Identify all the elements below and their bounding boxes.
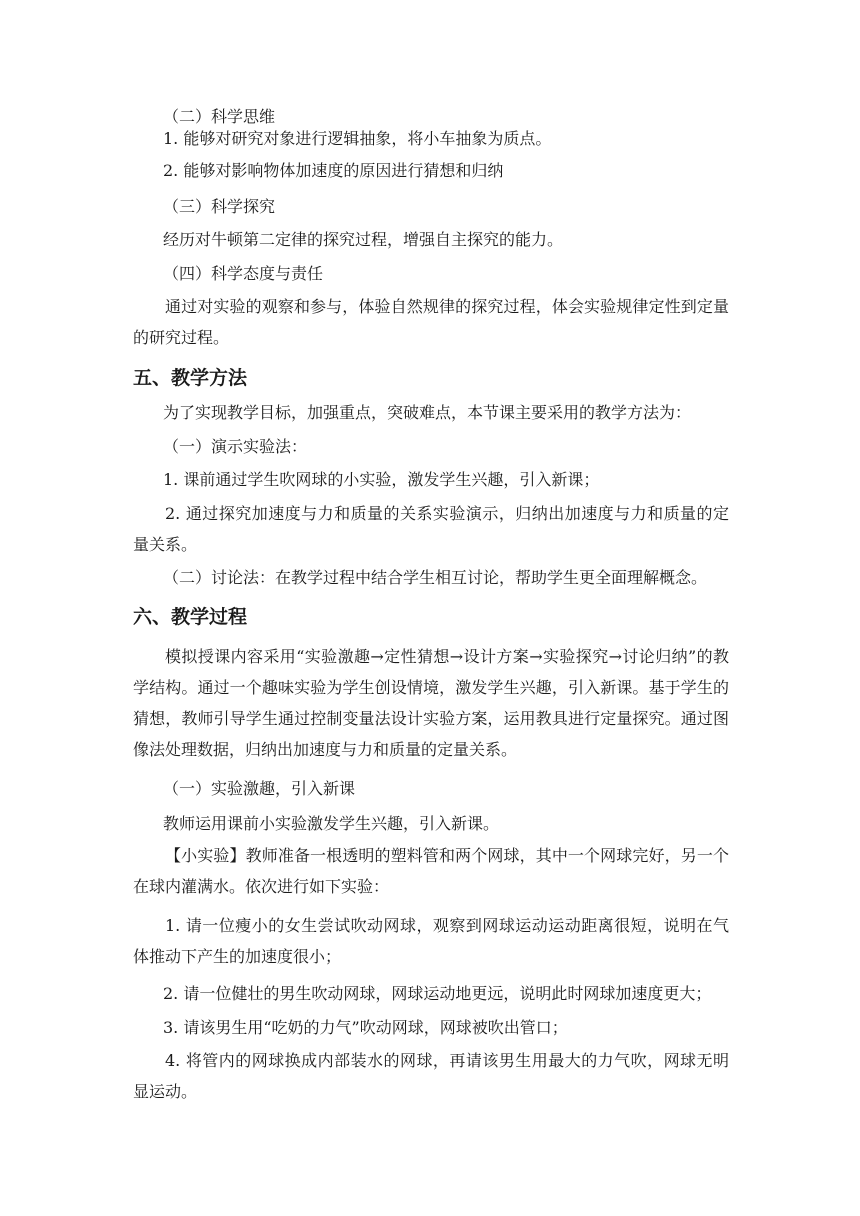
experiment-step-1: 1. 请一位瘦小的女生尝试吹动网球，观察到网球运动运动距离很短，说明在气体推动下产生的加速度很小；: [133, 916, 729, 966]
science-thinking-item-1: 1. 能够对研究对象进行逻辑抽象，将小车抽象为质点。: [163, 129, 552, 148]
experiment-paragraph: 【小实验】教师准备一根透明的塑料管和两个网球，其中一个网球完好，另一个在球内灌满水。依次进行如下实验：: [133, 846, 729, 896]
experiment-step-2: 2. 请一位健壮的男生吹动网球，网球运动地更远，说明此时网球加速度更大；: [163, 984, 712, 1003]
section-title-attitude: （四）科学态度与责任: [163, 264, 324, 283]
process-intro-paragraph: 模拟授课内容采用“实验激趣→定性猜想→设计方案→实验探究→讨论归纳”的教学结构。通过一个趣味实验为学生创设情境，激发学生兴趣，引入新课。基于学生的猜想，教师引导学生通过控制变量法设计实验方案，运用教具进行定量探究。通过图像法处理数据，归纳出加速度与力和质量的定量关系。: [133, 647, 729, 759]
science-thinking-item-2: 2. 能够对影响物体加速度的原因进行猜想和归纳: [163, 161, 504, 180]
heading-teaching-process: 六、教学过程: [133, 606, 248, 628]
experiment-step-4: 4. 将管内的网球换成内部装水的网球，再请该男生用最大的力气吹，网球无明显运动。: [133, 1051, 729, 1101]
experiment-step-3: 3. 请该男生用“吃奶的力气”吹动网球，网球被吹出管口；: [163, 1018, 568, 1037]
attitude-paragraph: 通过对实验的观察和参与，体验自然规律的探究过程，体会实验规律定性到定量的研究过程。: [133, 297, 729, 347]
section-title-science-inquiry: （三）科学探究: [163, 197, 276, 216]
science-inquiry-text: 经历对牛顿第二定律的探究过程，增强自主探究的能力。: [163, 230, 564, 249]
process-sub1-text: 教师运用课前小实验激发学生兴趣，引入新课。: [163, 814, 500, 833]
method-demo-item-1: 1. 课前通过学生吹网球的小实验，激发学生兴趣，引入新课；: [163, 470, 600, 489]
method-discussion: （二）讨论法：在教学过程中结合学生相互讨论，帮助学生更全面理解概念。: [163, 568, 708, 587]
method-demo-item-2: 2. 通过探究加速度与力和质量的关系实验演示，归纳出加速度与力和质量的定量关系。: [133, 504, 729, 554]
heading-teaching-method: 五、教学方法: [133, 367, 248, 389]
process-sub1-title: （一）实验激趣，引入新课: [163, 779, 356, 798]
section-title-science-thinking: （二）科学思维: [163, 107, 276, 126]
method-demo-title: （一）演示实验法：: [163, 437, 308, 456]
teaching-method-intro: 为了实现教学目标，加强重点，突破难点，本节课主要采用的教学方法为：: [163, 403, 692, 422]
